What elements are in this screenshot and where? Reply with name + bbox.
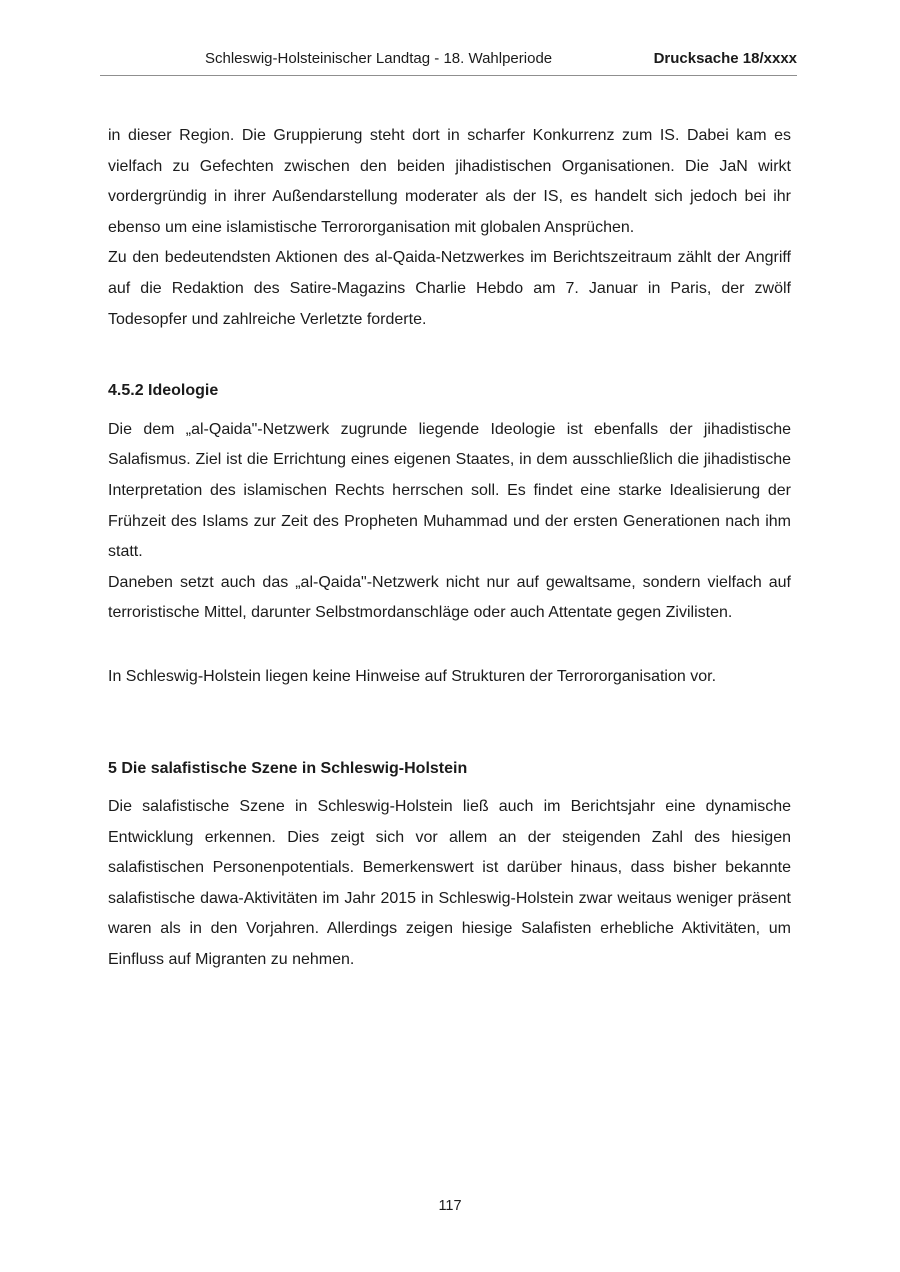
body-paragraph-ideologie: Die dem „al-Qaida"-Netzwerk zugrunde liegende Ideologie ist ebenfalls der jihadistische Salafismus. Ziel ist die Errichtung eines eigenen Staates, in dem ausschließlich die jihadistische Interpretation des islamischen Rechts herrschen soll. Es findet eine starke Idealisierung der Frühzeit des Islams zur Zeit des Propheten Muhammad und der ersten Generationen nach ihm statt. bbox=[108, 420, 791, 561]
body-paragraph-charlie-hebdo: Zu den bedeutendsten Aktionen des al-Qaida-Netzwerkes im Berichtszeitraum zählt der Angriff auf die Redaktion des Satire-Magazins Charlie Hebdo am 7. Januar in Paris, der zwölf Todesopfer und zahlreiche Verletzte forderte. bbox=[108, 249, 791, 328]
body-paragraph-region-konkurrenz: in dieser Region. Die Gruppierung steht dort in scharfer Konkurrenz zum IS. Dabei kam es vielfach zu Gefechten zwischen den beiden jihadistischen Organisationen. Die JaN wirkt vordergründig in ihrer Außendarstellung moderater als der IS, es handelt sich jedoch bei ihr ebenso um eine islamistische Terrororganisation mit globalen Ansprüchen. bbox=[108, 127, 791, 236]
header-title: Schleswig-Holsteinischer Landtag - 18. Wahlperiode bbox=[205, 50, 553, 67]
page-number: 117 bbox=[438, 1198, 462, 1214]
section-heading-452-ideologie: 4.5.2 Ideologie bbox=[108, 382, 219, 400]
document-number: Drucksache 18/xxxx bbox=[653, 50, 797, 67]
body-paragraph-salafistische-szene: Die salafistische Szene in Schleswig-Holstein ließ auch im Berichtsjahr eine dynamische Entwicklung erkennen. Dies zeigt sich vor allem an der steigenden Zahl des hiesigen salafistischen Personenpotentials. Bemerkenswert ist darüber hinaus, dass bisher bekannte salafistische dawa-Aktivitäten im Jahr 2015 in Schleswig-Holstein zwar weitaus weniger präsent waren als in den Vorjahren. Allerdings zeigen hiesige Salafisten erhebliche Aktivitäten, um Einfluss auf Migranten zu nehmen. bbox=[108, 798, 791, 969]
page-header bbox=[100, 50, 797, 76]
body-paragraph-mittel: Daneben setzt auch das „al-Qaida"-Netzwerk nicht nur auf gewaltsame, sondern vielfach auf terroristische Mittel, darunter Selbstmordanschläge oder auch Attentate gegen Zivilisten. bbox=[108, 573, 791, 622]
body-paragraph-keine-hinweise: In Schleswig-Holstein liegen keine Hinweise auf Strukturen der Terrororganisation vor. bbox=[108, 667, 717, 685]
document-body bbox=[108, 121, 791, 976]
section-heading-5-salafistische-szene: 5 Die salafistische Szene in Schleswig-Holstein bbox=[108, 759, 468, 777]
page-footer bbox=[0, 1198, 900, 1214]
